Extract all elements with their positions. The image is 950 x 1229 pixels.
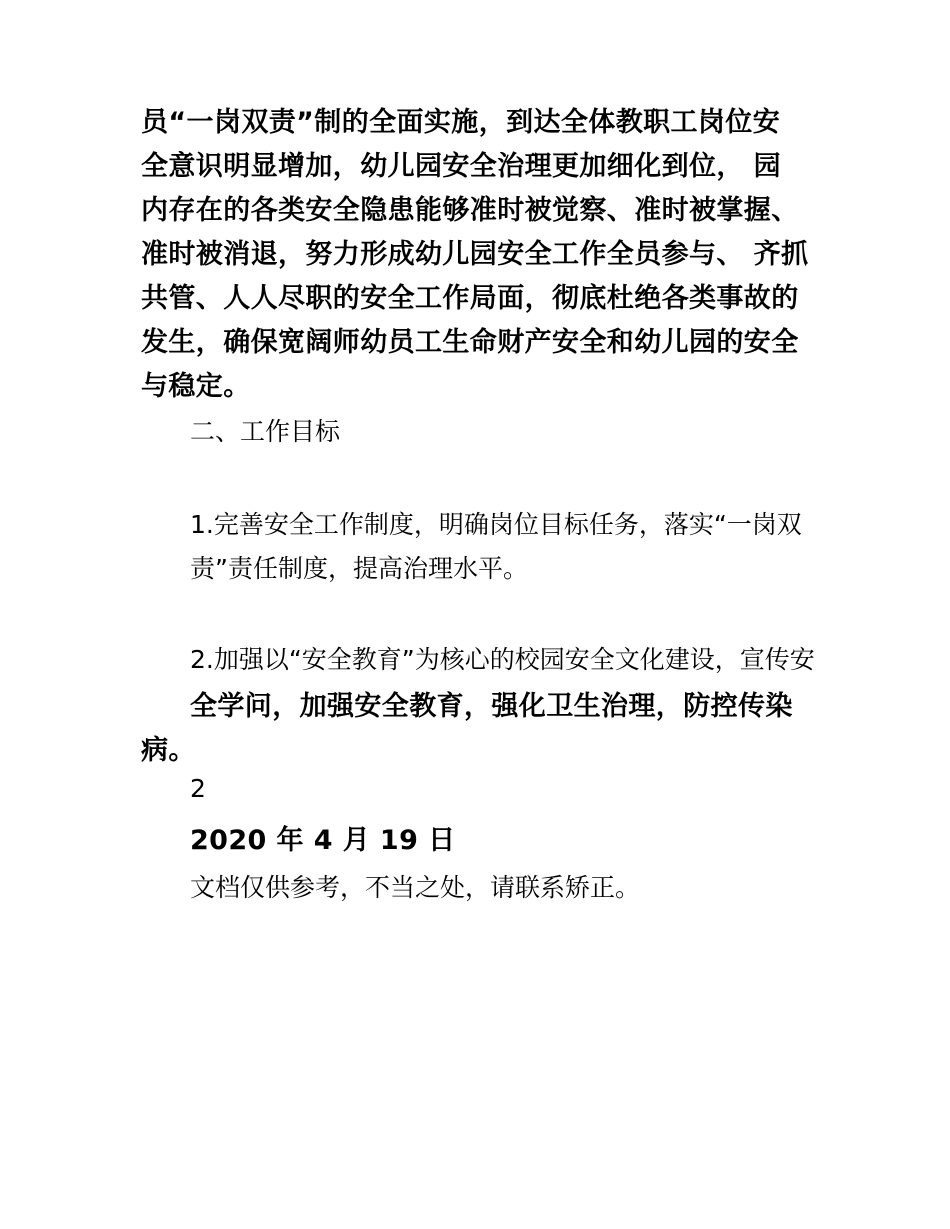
- list-item-2-line: 2.加强以“安全教育”为核心的校园安全文化建设，宣传安: [190, 645, 815, 674]
- page-number: 2: [190, 774, 206, 803]
- paragraph-line: 全意识明显增加，幼儿园安全治理更加细化到位， 园: [141, 151, 781, 182]
- paragraph-line: 准时被消退，努力形成幼儿园安全工作全员参与、 齐抓: [141, 239, 809, 270]
- document-date: 2020 年 4 月 19 日: [190, 825, 456, 856]
- list-item-1-line: 1.完善安全工作制度，明确岗位目标任务，落实“一岗双: [190, 510, 802, 539]
- section-heading: 二、工作目标: [190, 417, 341, 446]
- disclaimer-note: 文档仅供参考，不当之处，请联系矫正。: [190, 873, 641, 902]
- list-item-1-line: 责”责任制度，提高治理水平。: [190, 554, 528, 583]
- paragraph-line: 与稳定。: [141, 371, 251, 402]
- paragraph-line: 共管、人人尽职的安全工作局面，彻底杜绝各类事故的: [141, 283, 799, 314]
- paragraph-line: 员“一岗双责”制的全面实施，到达全体教职工岗位安: [141, 107, 781, 138]
- list-item-2-line: 全学问，加强安全教育，强化卫生治理，防控传染: [190, 691, 793, 722]
- paragraph-line: 发生，确保宽阔师幼员工生命财产安全和幼儿园的安全: [141, 327, 799, 358]
- list-item-2-line: 病。: [141, 735, 196, 766]
- paragraph-line: 内存在的各类安全隐患能够准时被觉察、准时被掌握、: [141, 195, 799, 226]
